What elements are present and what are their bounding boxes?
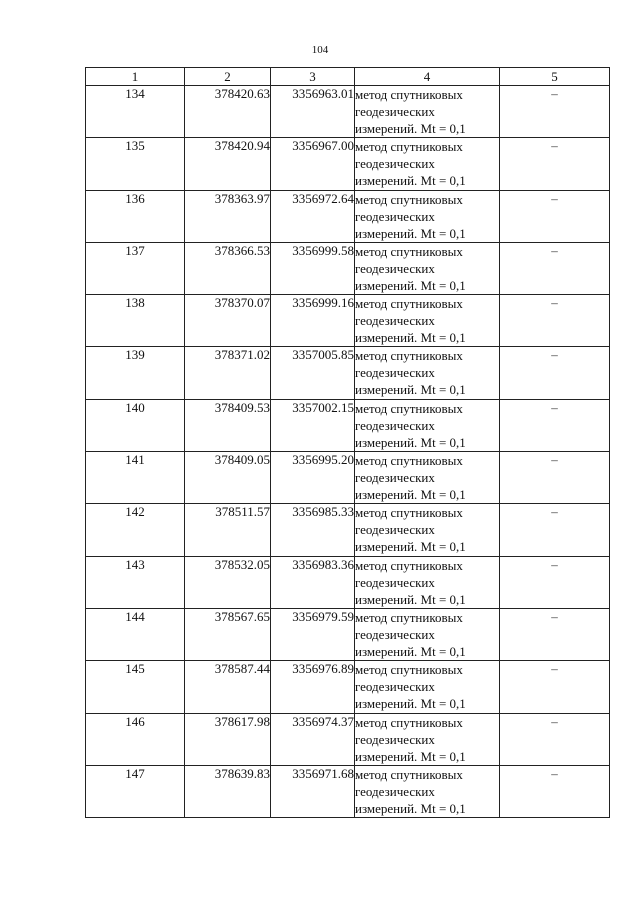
point-number: 142: [86, 504, 185, 556]
method-cell: [355, 765, 500, 817]
coordinate-y: 3356999.16: [271, 295, 355, 347]
coordinate-x: 378409.53: [185, 399, 271, 451]
method-cell: [355, 347, 500, 399]
point-number: 146: [86, 713, 185, 765]
point-number: 140: [86, 399, 185, 451]
coordinate-x: 378617.98: [185, 713, 271, 765]
coordinate-x: 378587.44: [185, 661, 271, 713]
table-row: [86, 452, 610, 504]
dash-cell: –: [500, 504, 610, 556]
dash-cell: –: [500, 608, 610, 660]
point-number: 135: [86, 138, 185, 190]
method-line-1: метод спутниковых: [355, 400, 463, 416]
dash-cell: –: [500, 347, 610, 399]
dash-cell: –: [500, 295, 610, 347]
method-cell: [355, 295, 500, 347]
table-row: [86, 347, 610, 399]
coordinate-y: 3357005.85: [271, 347, 355, 399]
dash-cell: –: [500, 138, 610, 190]
coordinate-x: 378420.94: [185, 138, 271, 190]
method-line-1: метод спутниковых: [355, 609, 463, 625]
method-line-3: измерений. Mt = 0,1: [355, 121, 466, 136]
coordinate-y: 3356963.01: [271, 86, 355, 138]
table-row: [86, 713, 610, 765]
method-line-3: измерений. Mt = 0,1: [355, 277, 466, 293]
coordinate-x: 378363.97: [185, 190, 271, 242]
method-cell: [355, 713, 500, 765]
method-line-3: измерений. Mt = 0,1: [355, 382, 466, 398]
coordinate-y: 3356985.33: [271, 504, 355, 556]
method-line-3: измерений. Mt = 0,1: [355, 225, 466, 241]
coordinate-y: 3356999.58: [271, 242, 355, 294]
method-line-3: измерений. Mt = 0,1: [355, 800, 466, 816]
table-row: [86, 190, 610, 242]
dash-cell: –: [500, 86, 610, 138]
coordinate-y: 3356979.59: [271, 608, 355, 660]
table-row: [86, 138, 610, 190]
coordinate-y: 3357002.15: [271, 399, 355, 451]
method-line-1: метод спутниковых: [355, 348, 463, 364]
method-line-3: измерений. Mt = 0,1: [355, 748, 466, 764]
dash-cell: –: [500, 452, 610, 504]
method-line-1: метод спутниковых: [355, 714, 463, 730]
method-line-2: геодезических: [355, 522, 435, 538]
header-col-3: 3: [271, 68, 355, 86]
method-line-1: метод спутниковых: [355, 766, 463, 782]
method-line-2: геодезических: [355, 208, 435, 224]
method-cell: [355, 452, 500, 504]
header-col-2: 2: [185, 68, 271, 86]
method-line-2: геодезических: [355, 313, 435, 329]
method-line-1: метод спутниковых: [355, 139, 463, 155]
method-line-2: геодезических: [355, 365, 435, 381]
coordinate-x: 378532.05: [185, 556, 271, 608]
method-line-1: метод спутниковых: [355, 296, 463, 312]
header-col-1: 1: [86, 68, 185, 86]
method-cell: [355, 399, 500, 451]
table-row: [86, 242, 610, 294]
method-cell: [355, 608, 500, 660]
point-number: 144: [86, 608, 185, 660]
method-line-2: геодезических: [355, 104, 435, 119]
method-line-1: метод спутниковых: [355, 662, 463, 678]
page-number: 104: [311, 44, 329, 56]
dash-cell: –: [500, 765, 610, 817]
coordinate-y: 3356976.89: [271, 661, 355, 713]
method-line-3: измерений. Mt = 0,1: [355, 643, 466, 659]
coordinate-y: 3356972.64: [271, 190, 355, 242]
coordinates-table: [85, 67, 610, 818]
method-line-3: измерений. Mt = 0,1: [355, 591, 466, 607]
table-header-row: [86, 68, 610, 86]
table-row: [86, 765, 610, 817]
point-number: 143: [86, 556, 185, 608]
method-line-1: метод спутниковых: [355, 243, 463, 259]
point-number: 134: [86, 86, 185, 138]
method-cell: [355, 556, 500, 608]
point-number: 145: [86, 661, 185, 713]
dash-cell: –: [500, 190, 610, 242]
table-row: [86, 556, 610, 608]
method-line-2: геодезических: [355, 417, 435, 433]
method-line-2: геодезических: [355, 731, 435, 747]
table-row: [86, 399, 610, 451]
coordinate-x: 378511.57: [185, 504, 271, 556]
coordinate-y: 3356967.00: [271, 138, 355, 190]
table-row: [86, 295, 610, 347]
coordinate-x: 378567.65: [185, 608, 271, 660]
method-line-1: метод спутниковых: [355, 453, 463, 469]
table-row: [86, 504, 610, 556]
coordinate-x: 378371.02: [185, 347, 271, 399]
coordinate-x: 378370.07: [185, 295, 271, 347]
method-line-2: геодезических: [355, 574, 435, 590]
method-line-3: измерений. Mt = 0,1: [355, 434, 466, 450]
point-number: 137: [86, 242, 185, 294]
dash-cell: –: [500, 556, 610, 608]
method-cell: [355, 138, 500, 190]
table-row: [86, 86, 610, 138]
method-line-2: геодезических: [355, 626, 435, 642]
method-line-3: измерений. Mt = 0,1: [355, 696, 466, 712]
method-line-1: метод спутниковых: [355, 191, 463, 207]
method-line-1: метод спутниковых: [355, 557, 463, 573]
dash-cell: –: [500, 399, 610, 451]
table-row: [86, 661, 610, 713]
coordinate-x: 378420.63: [185, 86, 271, 138]
method-line-2: геодезических: [355, 156, 435, 172]
method-cell: [355, 661, 500, 713]
method-cell: [355, 86, 500, 138]
coordinate-x: 378639.83: [185, 765, 271, 817]
method-line-1: метод спутниковых: [355, 87, 463, 102]
method-line-2: геодезических: [355, 260, 435, 276]
point-number: 141: [86, 452, 185, 504]
coordinate-y: 3356971.68: [271, 765, 355, 817]
coordinate-y: 3356983.36: [271, 556, 355, 608]
coordinate-x: 378366.53: [185, 242, 271, 294]
table-body: [86, 86, 610, 818]
method-cell: [355, 504, 500, 556]
method-line-3: измерений. Mt = 0,1: [355, 330, 466, 346]
point-number: 147: [86, 765, 185, 817]
method-line-3: измерений. Mt = 0,1: [355, 173, 466, 189]
method-line-2: геодезических: [355, 679, 435, 695]
method-cell: [355, 242, 500, 294]
point-number: 139: [86, 347, 185, 399]
coordinate-x: 378409.05: [185, 452, 271, 504]
point-number: 136: [86, 190, 185, 242]
dash-cell: –: [500, 242, 610, 294]
table-row: [86, 608, 610, 660]
coordinate-y: 3356974.37: [271, 713, 355, 765]
header-col-5: 5: [500, 68, 610, 86]
method-line-3: измерений. Mt = 0,1: [355, 539, 466, 555]
dash-cell: –: [500, 713, 610, 765]
method-line-2: геодезических: [355, 783, 435, 799]
header-col-4: 4: [355, 68, 500, 86]
method-cell: [355, 190, 500, 242]
method-line-3: измерений. Mt = 0,1: [355, 487, 466, 503]
dash-cell: –: [500, 661, 610, 713]
coordinate-y: 3356995.20: [271, 452, 355, 504]
method-line-1: метод спутниковых: [355, 505, 463, 521]
point-number: 138: [86, 295, 185, 347]
method-line-2: геодезических: [355, 470, 435, 486]
